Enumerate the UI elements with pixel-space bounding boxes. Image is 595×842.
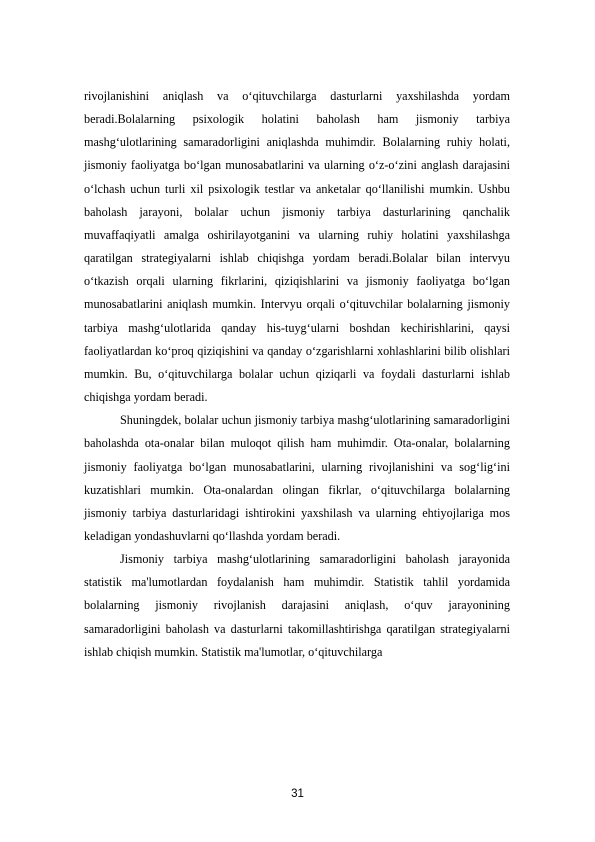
body-text — [84, 85, 510, 664]
paragraph-3: Jismoniy tarbiya mashg‘ulotlarining samaradorligini baholash jarayonida statistik ma'lumotlardan foydalanish ham muhimdir. Statistik tahlil yordamida bolalarning jismoniy rivojlanish darajasini aniqlash, o‘quv jarayonining samaradorligini baholash va dasturlarni takomillashtirishga qaratilgan strategiyalarni ishlab chiqish mumkin. Statistik ma'lumotlar, o‘qituvchilarga — [84, 552, 510, 659]
paragraph-2: Shuningdek, bolalar uchun jismoniy tarbiya mashg‘ulotlarining samaradorligini baholashda ota-onalar bilan muloqot qilish ham muhimdir. Ota-onalar, bolalarning jismoniy faoliyatga bo‘lgan munosabatlarini, ularning rivojlanishini va sog‘lig‘ini kuzatishlari mumkin. Ota-onalardan olingan fikrlar, o‘qituvchilarga bolalarning jismoniy tarbiya dasturlaridagi ishtirokini yaxshilash va ularning ehtiyojlariga mos keladigan yondashuvlarni qo‘llashda yordam beradi. — [84, 413, 510, 543]
paragraph-1: rivojlanishini aniqlash va o‘qituvchilarga dasturlarni yaxshilashda yordam beradi.Bolalarning psixologik holatini baholash ham jismoniy tarbiya mashg‘ulotlarining samaradorligini aniqlashda muhimdir. Bolalarning ruhiy holati, jismoniy faoliyatga bo‘lgan munosabatlarini va ularning o‘z-o‘zini anglash darajasini o‘lchash uchun turli xil psixologik testlar va anketalar qo‘llanilishi mumkin. Ushbu baholash jarayoni, bolalar uchun jismoniy tarbiya dasturlarining qanchalik muvaffaqiyatli amalga oshirilayotganini va ularning ruhiy holatini yaxshilashga qaratilgan strategiyalarni ishlab chiqishga yordam beradi.Bolalar bilan intervyu o‘tkazish orqali ularning fikrlarini, qiziqishlarini va jismoniy faoliyatga bo‘lgan munosabatlarini aniqlash mumkin. Intervyu orqali o‘qituvchilar bolalarning jismoniy tarbiya mashg‘ulotlarida qanday his-tuyg‘ularni boshdan kechirishlarini, qaysi faoliyatlardan ko‘proq qiziqishini va qanday o‘zgarishlarni xohlashlarini bilib olishlari mumkin. Bu, o‘qituvchilarga bolalar uchun qiziqarli va foydali dasturlarni ishlab chiqishga yordam beradi. — [84, 89, 510, 405]
page-number: 31 — [291, 788, 304, 800]
